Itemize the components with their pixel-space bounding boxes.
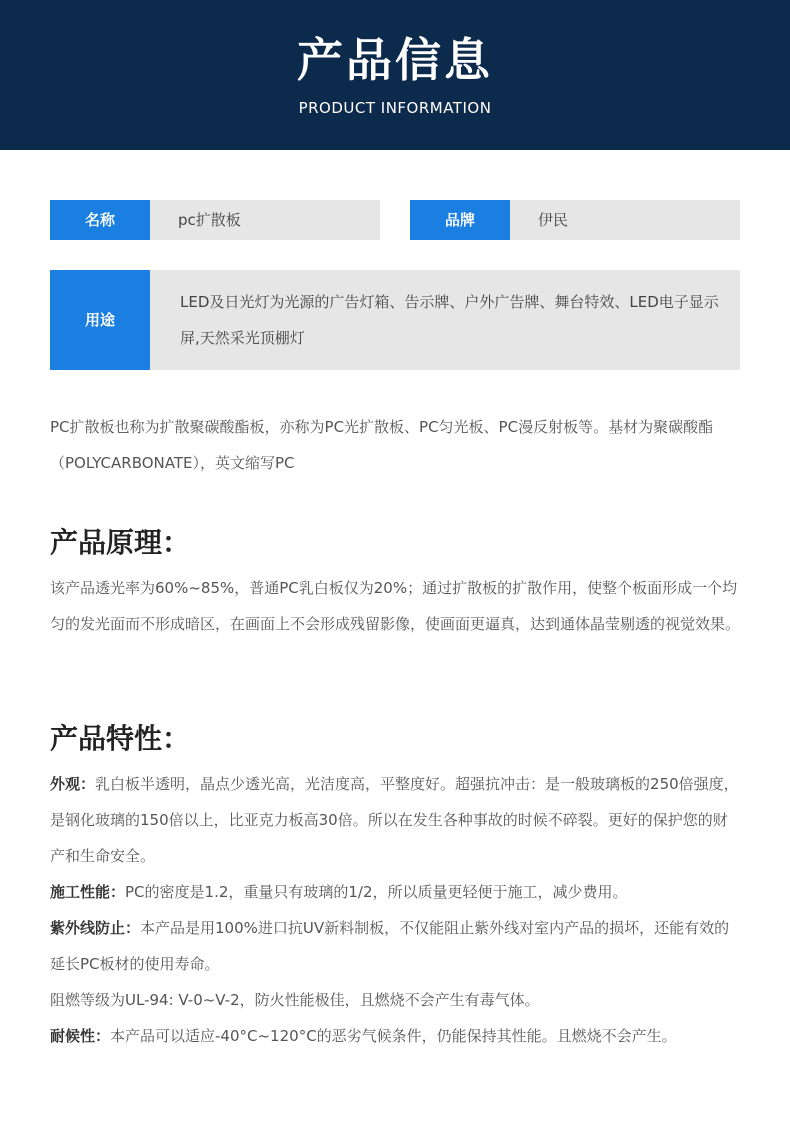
page-title: 产品信息 bbox=[297, 33, 493, 87]
feature-text: 本产品是用100%进口抗UV新料制板，不仅能阻止紫外线对室内产品的损坏，还能有效的延长PC板材的使用寿命。 bbox=[50, 919, 730, 973]
name-label: 名称 bbox=[50, 200, 150, 240]
feature-text: PC的密度是1.2，重量只有玻璃的1/2，所以质量更轻便于施工，减少费用。 bbox=[125, 883, 628, 901]
name-value: pc扩散板 bbox=[150, 200, 380, 240]
feature-label: 耐候性： bbox=[50, 1027, 111, 1045]
principle-heading: 产品原理： bbox=[50, 526, 191, 559]
page-header bbox=[0, 0, 790, 150]
principle-paragraph: 该产品透光率为60%~85%，普通PC乳白板仅为20%；通过扩散板的扩散作用，使整个板面形成一个均匀的发光面而不形成暗区，在画面上不会形成残留影像，使画面更逼真，达到通体晶莹剔透的视觉效果。 bbox=[50, 579, 741, 633]
feature-label: 施工性能： bbox=[50, 883, 126, 901]
page-subtitle: PRODUCT INFORMATION bbox=[298, 99, 492, 117]
feature-text: 本产品可以适应-40°C~120°C的恶劣气候条件，仍能保持其性能。且燃烧不会产生。 bbox=[110, 1027, 677, 1045]
feature-uv bbox=[50, 910, 742, 982]
feature-construction bbox=[50, 874, 742, 910]
feature-appearance bbox=[50, 766, 742, 874]
intro-paragraph: PC扩散板也称为扩散聚碳酸酯板，亦称为PC光扩散板、PC匀光板、PC漫反射板等。基材为聚碳酸酯（POLYCARBONATE），英文缩写PC bbox=[50, 418, 714, 472]
feature-text: 阻燃等级为UL-94: V-0~V-2，防火性能极佳，且燃烧不会产生有毒气体。 bbox=[50, 991, 540, 1009]
feature-label: 紫外线防止： bbox=[50, 919, 141, 937]
feature-weather bbox=[50, 1018, 742, 1054]
feature-label: 外观： bbox=[50, 775, 96, 793]
brand-label: 品牌 bbox=[410, 200, 510, 240]
feature-flame bbox=[50, 982, 742, 1018]
usage-label: 用途 bbox=[50, 270, 150, 370]
usage-value: LED及日光灯为光源的广告灯箱、告示牌、户外广告牌、舞台特效、LED电子显示屏,天然采光顶棚灯 bbox=[150, 270, 740, 370]
brand-value: 伊民 bbox=[510, 200, 740, 240]
features-heading: 产品特性： bbox=[50, 722, 191, 755]
feature-text: 乳白板半透明，晶点少透光高，光洁度高，平整度好。超强抗冲击：是一般玻璃板的250倍强度，是钢化玻璃的150倍以上，比亚克力板高30倍。所以在发生各种事故的时候不碎裂。更好的保护您的财产和生命安全。 bbox=[50, 775, 739, 865]
